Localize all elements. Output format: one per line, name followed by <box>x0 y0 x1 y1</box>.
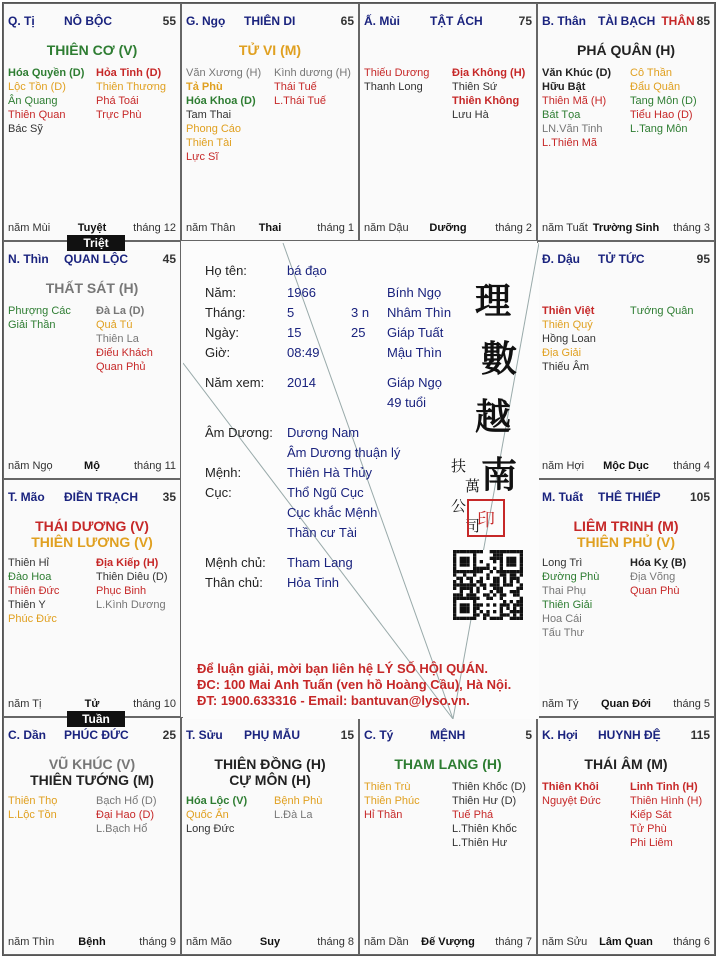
star-item: Thiên Khốc (D) <box>452 781 526 793</box>
star-item: Kiếp Sát <box>630 809 672 821</box>
palace-month: tháng 8 <box>317 936 354 948</box>
palace-footer <box>542 936 710 950</box>
star-item: Bác Sỹ <box>8 123 43 135</box>
star-item: Lực Sĩ <box>186 151 219 163</box>
palace-month: tháng 2 <box>495 222 532 234</box>
palace-year: năm Tị <box>8 698 42 710</box>
palace-year: năm Thân <box>186 222 236 234</box>
palace-footer <box>186 936 354 950</box>
palace-name: TẬT ÁCH <box>430 14 483 28</box>
palace-thien-di <box>181 3 359 241</box>
center-amduong2: Âm Dương thuận lý <box>287 445 401 460</box>
star-item: Tiểu Hao (D) <box>630 109 693 121</box>
palace-header <box>542 728 710 744</box>
star-item: Giải Thần <box>8 319 56 331</box>
palace-stage: Quan Đới <box>601 698 651 710</box>
star-item: Thiên Trù <box>364 781 411 793</box>
tag-tuan: Tuần <box>67 711 125 727</box>
palace-quan-loc <box>3 241 181 479</box>
center-menhchu-label: Mệnh chủ: <box>205 555 266 570</box>
center-thang-label: Tháng: <box>205 305 246 320</box>
main-stars <box>4 280 180 296</box>
qr-code-icon <box>453 550 523 620</box>
star-item: Tang Môn (D) <box>630 95 697 107</box>
palace-header <box>542 14 710 30</box>
palace-number: 95 <box>696 252 710 266</box>
palace-stage: Dưỡng <box>429 222 467 234</box>
palace-footer <box>8 698 176 712</box>
star-item: Phong Cáo <box>186 123 242 135</box>
palace-menh <box>359 717 537 955</box>
palace-month: tháng 5 <box>673 698 710 710</box>
palace-stage: Thai <box>258 222 282 234</box>
calligraphy-char: 數 <box>481 338 518 380</box>
star-item: L.Thiên Khốc <box>452 823 517 835</box>
main-stars <box>4 518 180 550</box>
star-item: L.Bạch Hổ <box>96 823 148 835</box>
palace-name: HUYNH ĐỆ <box>598 728 661 742</box>
star-item: Lộc Tồn (D) <box>8 81 66 93</box>
palace-number: 35 <box>162 490 176 504</box>
center-cuc2: Cục khắc Mệnh <box>287 505 378 520</box>
palace-footer <box>8 460 176 474</box>
center-ngay-can: Giáp Tuất <box>387 325 444 340</box>
star-item: L.Đà La <box>274 809 313 821</box>
center-amduong: Dương Nam <box>287 425 360 440</box>
palace-branch: M. Tuất <box>542 490 584 504</box>
star-item: Địa Võng <box>630 571 676 583</box>
star-item: Hóa Khoa (D) <box>186 95 256 107</box>
main-star: LIÊM TRINH (M) <box>573 518 679 534</box>
palace-name: TÀI BẠCH THÂN <box>598 14 695 28</box>
star-item: Tả Phù <box>186 81 223 93</box>
star-item: Tấu Thư <box>542 627 585 639</box>
palace-number: 105 <box>689 490 710 504</box>
palace-month: tháng 7 <box>495 936 532 948</box>
palace-number: 15 <box>340 728 354 742</box>
palace-branch: Ấ. Mùi <box>364 14 400 28</box>
star-item: Thiếu Dương <box>364 67 430 79</box>
center-gio-label: Giờ: <box>205 345 231 360</box>
center-cuc: Thổ Ngũ Cục <box>287 485 364 500</box>
star-item: Bát Tọa <box>542 109 581 121</box>
main-stars <box>538 756 714 772</box>
palace-tu-tuc <box>537 241 715 479</box>
star-item: Thiên Thọ <box>8 795 58 807</box>
main-stars <box>4 42 180 58</box>
star-item: Phục Binh <box>96 585 147 597</box>
star-item: Thiên Sứ <box>452 81 498 93</box>
main-stars <box>182 42 358 58</box>
tag-triet: Triệt <box>67 235 125 251</box>
star-item: Thiên Giải <box>542 599 593 611</box>
star-item: Hóa Kỵ (B) <box>630 557 687 569</box>
star-item: Địa Không (H) <box>452 67 526 79</box>
palace-header <box>8 728 176 744</box>
star-item: Phúc Đức <box>8 613 57 625</box>
main-stars <box>360 756 536 772</box>
center-namxem-label: Năm xem: <box>205 375 265 390</box>
palace-name: PHÚC ĐỨC <box>64 728 129 742</box>
star-item: Ân Quang <box>8 95 58 107</box>
star-item: Lưu Hà <box>452 109 489 121</box>
palace-month: tháng 1 <box>317 222 354 234</box>
star-item: Hóa Lộc (V) <box>186 795 248 807</box>
star-item: LN.Văn Tinh <box>542 123 603 135</box>
main-star: THIÊN PHỦ (V) <box>577 534 675 550</box>
calligraphy-small-char: 公 <box>451 497 467 515</box>
star-item: Phi Liêm <box>630 837 673 849</box>
star-item: Hoa Cái <box>542 613 582 625</box>
palace-branch: Q. Tị <box>8 14 35 28</box>
palace-year: năm Dậu <box>364 222 409 234</box>
center-cuc3: Thần cư Tài <box>287 525 357 540</box>
palace-header <box>8 490 176 506</box>
palace-year: năm Tý <box>542 698 579 710</box>
calligraphy-small-char: 萬 <box>465 477 481 495</box>
palace-month: tháng 11 <box>133 460 176 472</box>
star-item: Đà La (D) <box>96 305 145 317</box>
center-ngay-extra: 25 <box>351 325 366 340</box>
palace-stage: Mộ <box>84 460 100 472</box>
star-item: L.Lộc Tồn <box>8 809 57 821</box>
main-star: THAM LANG (H) <box>394 756 502 772</box>
palace-name: TỬ TỨC <box>598 252 645 266</box>
palace-year: năm Mùi <box>8 222 51 234</box>
star-item: L.Kình Dương <box>96 599 166 611</box>
main-star: THIÊN TƯỚNG (M) <box>30 772 154 788</box>
star-item: Thiên Diêu (D) <box>96 571 168 583</box>
center-menh-label: Mệnh: <box>205 465 242 480</box>
star-item: Bệnh Phù <box>274 795 323 807</box>
star-item: Bạch Hổ (D) <box>96 795 157 807</box>
palace-year: năm Hợi <box>542 460 585 472</box>
main-stars <box>538 518 714 550</box>
star-item: Thai Phụ <box>542 585 587 597</box>
star-item: Đường Phù <box>542 571 600 583</box>
star-item: Trực Phù <box>96 109 142 121</box>
star-item: Đào Hoa <box>8 571 52 583</box>
palace-branch: T. Sửu <box>186 728 223 742</box>
star-item: Hỉ Thần <box>364 809 403 821</box>
center-ho-ten: bá đạo <box>287 263 327 278</box>
star-item: Long Trì <box>542 557 583 569</box>
star-item: Thiên Quý <box>542 319 593 331</box>
palace-number: 25 <box>162 728 176 742</box>
calligraphy-small-char: 扶 <box>451 457 467 475</box>
calligraphy-char: 越 <box>475 396 512 438</box>
center-thanchu: Hỏa Tinh <box>287 575 340 590</box>
than-marker: THÂN <box>661 14 695 28</box>
palace-stage: Suy <box>259 936 281 948</box>
star-item: Địa Giải <box>542 347 582 359</box>
palace-name: NÔ BỘC <box>64 14 112 28</box>
star-item: Tử Phù <box>630 823 667 835</box>
star-item: Phá Toái <box>96 95 139 107</box>
palace-footer <box>542 460 710 474</box>
star-item: Đẩu Quân <box>630 81 681 93</box>
palace-year: năm Tuất <box>542 222 588 234</box>
star-item: Quan Phủ <box>96 361 146 373</box>
palace-year: năm Dần <box>364 936 409 948</box>
main-stars <box>182 756 358 788</box>
palace-footer <box>364 936 532 950</box>
main-star: CỰ MÔN (H) <box>229 772 311 788</box>
palace-tai-bach <box>537 3 715 241</box>
palace-number: 5 <box>525 728 532 742</box>
center-contact1: Để luận giải, mời bạn liên hệ LÝ SỐ HỘI QUÁN. <box>197 661 488 676</box>
star-item: Hồng Loan <box>542 333 596 345</box>
star-item: Thiên Hình (H) <box>630 795 703 807</box>
palace-year: năm Ngọ <box>8 460 53 472</box>
star-item: Thiên Tài <box>186 137 232 149</box>
main-stars <box>4 756 180 788</box>
palace-number: 75 <box>518 14 532 28</box>
horoscope-chart <box>2 2 716 956</box>
star-item: Địa Kiếp (H) <box>96 557 159 569</box>
star-item: Kình dương (H) <box>274 67 351 79</box>
main-star: THÁI ÂM (M) <box>584 756 668 772</box>
palace-branch: G. Ngọ <box>186 14 226 28</box>
star-item: Quan Phù <box>630 585 680 597</box>
star-item: Đại Hao (D) <box>96 809 155 821</box>
calligraphy-char: 南 <box>481 454 518 496</box>
star-item: Hóa Quyền (D) <box>8 67 85 79</box>
star-item: Quả Tú <box>96 319 133 331</box>
star-item: Thiếu Âm <box>542 361 590 373</box>
star-item: Thiên Hư (D) <box>452 795 517 807</box>
center-thang-can: Nhâm Thìn <box>387 305 452 320</box>
palace-header <box>186 728 354 744</box>
center-menh: Thiên Hà Thủy <box>287 465 373 480</box>
star-item: Thiên Quan <box>8 109 66 121</box>
center-menhchu: Tham Lang <box>287 555 353 570</box>
palace-footer <box>364 222 532 236</box>
palace-branch: N. Thìn <box>8 252 49 266</box>
palace-branch: B. Thân <box>542 14 586 28</box>
palace-month: tháng 9 <box>139 936 176 948</box>
palace-number: 55 <box>162 14 176 28</box>
star-item: Tam Thai <box>186 109 232 121</box>
star-item: Văn Xương (H) <box>186 67 262 79</box>
palace-footer <box>8 222 176 236</box>
main-star: THÁI DƯƠNG (V) <box>35 518 149 534</box>
center-gio: 08:49 <box>287 345 320 360</box>
center-cuc-label: Cục: <box>205 485 232 500</box>
palace-stage: Lâm Quan <box>599 936 653 948</box>
palace-header <box>8 252 176 268</box>
star-item: Tuế Phá <box>452 809 494 821</box>
star-item: Thiên Khôi <box>542 781 599 793</box>
main-star: THIÊN LƯƠNG (V) <box>31 534 153 550</box>
palace-header <box>542 490 710 506</box>
center-ngay-label: Ngày: <box>205 325 239 340</box>
star-item: Phượng Các <box>8 305 71 317</box>
star-item: Thiên Phúc <box>364 795 420 807</box>
star-item: Thiên Y <box>8 599 46 611</box>
center-info-panel <box>183 243 539 719</box>
palace-month: tháng 3 <box>673 222 710 234</box>
palace-stage: Bệnh <box>78 936 106 948</box>
center-thanchu-label: Thân chủ: <box>205 575 263 590</box>
palace-branch: K. Hợi <box>542 728 578 742</box>
star-item: Thiên Không <box>452 95 520 107</box>
palace-header <box>364 728 532 744</box>
palace-number: 115 <box>690 728 710 742</box>
main-star: PHÁ QUÂN (H) <box>577 42 675 58</box>
palace-name: ĐIỀN TRẠCH <box>64 490 138 504</box>
palace-name: QUAN LỘC <box>64 252 128 266</box>
palace-phuc-duc <box>3 717 181 955</box>
star-item: Quốc Ấn <box>186 809 229 821</box>
calligraphy-small-char: 司 <box>465 517 481 535</box>
palace-footer <box>542 698 710 712</box>
star-item: Thiên Thương <box>96 81 167 93</box>
palace-the-thiep <box>537 479 715 717</box>
palace-branch: C. Dần <box>8 728 47 742</box>
center-nam-label: Năm: <box>205 285 237 300</box>
star-item: Thanh Long <box>364 81 423 93</box>
palace-stage: Đế Vượng <box>421 936 475 948</box>
palace-month: tháng 4 <box>673 460 710 472</box>
palace-year: năm Thìn <box>8 936 55 948</box>
palace-no-boc <box>3 3 181 241</box>
center-nam-can: Bính Ngọ <box>387 285 442 300</box>
palace-month: tháng 10 <box>133 698 176 710</box>
center-thang-extra: 3 n <box>351 305 370 320</box>
palace-header <box>8 14 176 30</box>
main-star: VŨ KHÚC (V) <box>48 756 136 772</box>
calligraphy-char: 理 <box>475 280 512 322</box>
palace-header <box>542 252 710 268</box>
palace-footer <box>8 936 176 950</box>
star-item: L.Tang Môn <box>630 123 688 135</box>
star-item: Thái Tuế <box>274 81 317 93</box>
center-nam: 1966 <box>287 285 316 300</box>
main-star: THẤT SÁT (H) <box>45 280 139 296</box>
main-star: THIÊN CƠ (V) <box>46 42 138 58</box>
main-star: TỬ VI (M) <box>238 42 302 58</box>
center-ngay: 15 <box>287 325 302 340</box>
star-item: Long Đức <box>186 823 235 835</box>
palace-month: tháng 12 <box>133 222 176 234</box>
center-ho-ten-label: Họ tên: <box>205 263 247 278</box>
palace-phu-mau <box>181 717 359 955</box>
star-item: L.Thái Tuế <box>274 95 326 107</box>
palace-branch: Đ. Dậu <box>542 252 581 266</box>
star-item: Cô Thần <box>630 67 672 79</box>
main-star: THIÊN ĐỒNG (H) <box>214 756 326 772</box>
palace-number: 65 <box>340 14 354 28</box>
star-item: Tướng Quân <box>630 305 694 317</box>
palace-name: THIÊN DI <box>244 14 296 28</box>
palace-header <box>364 14 532 30</box>
palace-footer <box>542 222 710 236</box>
palace-name: MỆNH <box>430 728 466 742</box>
star-item: L.Thiên Mã <box>542 137 598 149</box>
star-item: Linh Tinh (H) <box>630 781 698 793</box>
center-amduong-label: Âm Dương: <box>205 425 273 440</box>
palace-number: 45 <box>162 252 176 266</box>
red-seal-stamp: 印 <box>467 499 505 537</box>
center-contact3: ĐT: 1900.633316 - Email: bantuvan@lyso.vn. <box>197 693 470 708</box>
palace-header <box>186 14 354 30</box>
star-item: Văn Khúc (D) <box>542 67 612 79</box>
palace-number: 85 <box>696 14 710 28</box>
main-stars <box>538 42 714 58</box>
palace-branch: C. Tý <box>364 728 394 742</box>
star-item: Thiên La <box>96 333 139 345</box>
star-item: Thiên Đức <box>8 585 60 597</box>
star-item: Hữu Bật <box>542 81 586 93</box>
palace-stage: Mộc Dục <box>603 460 649 472</box>
center-namxem-can: Giáp Ngọ <box>387 375 442 390</box>
palace-year: năm Sửu <box>542 936 588 948</box>
palace-month: tháng 6 <box>673 936 710 948</box>
star-item: Thiên Mã (H) <box>542 95 607 107</box>
palace-stage: Tử <box>84 698 100 710</box>
star-item: Thiên Việt <box>542 305 595 317</box>
star-item: L.Thiên Hư <box>452 837 508 849</box>
palace-year: năm Mão <box>186 936 232 948</box>
palace-dien-trach <box>3 479 181 717</box>
center-thang: 5 <box>287 305 295 320</box>
palace-footer <box>186 222 354 236</box>
palace-branch: T. Mão <box>8 490 45 504</box>
center-namxem: 2014 <box>287 375 316 390</box>
center-contact2: ĐC: 100 Mai Anh Tuấn (ven hồ Hoàng Cầu), Hà Nội. <box>197 677 512 692</box>
center-tuoi: 49 tuổi <box>387 395 427 410</box>
star-item: Hỏa Tinh (D) <box>96 67 162 79</box>
center-gio-can: Mậu Thìn <box>387 345 442 360</box>
palace-stage: Tuyệt <box>77 222 107 234</box>
star-item: Nguyệt Đức <box>542 795 601 807</box>
palace-name: THÊ THIẾP <box>598 490 661 504</box>
palace-tat-ach <box>359 3 537 241</box>
palace-stage: Trường Sinh <box>592 222 660 234</box>
star-item: Điếu Khách <box>96 347 153 359</box>
palace-name: PHỤ MẪU <box>244 728 300 742</box>
star-item: Thiên Hỉ <box>8 557 49 569</box>
palace-huynh-de <box>537 717 715 955</box>
